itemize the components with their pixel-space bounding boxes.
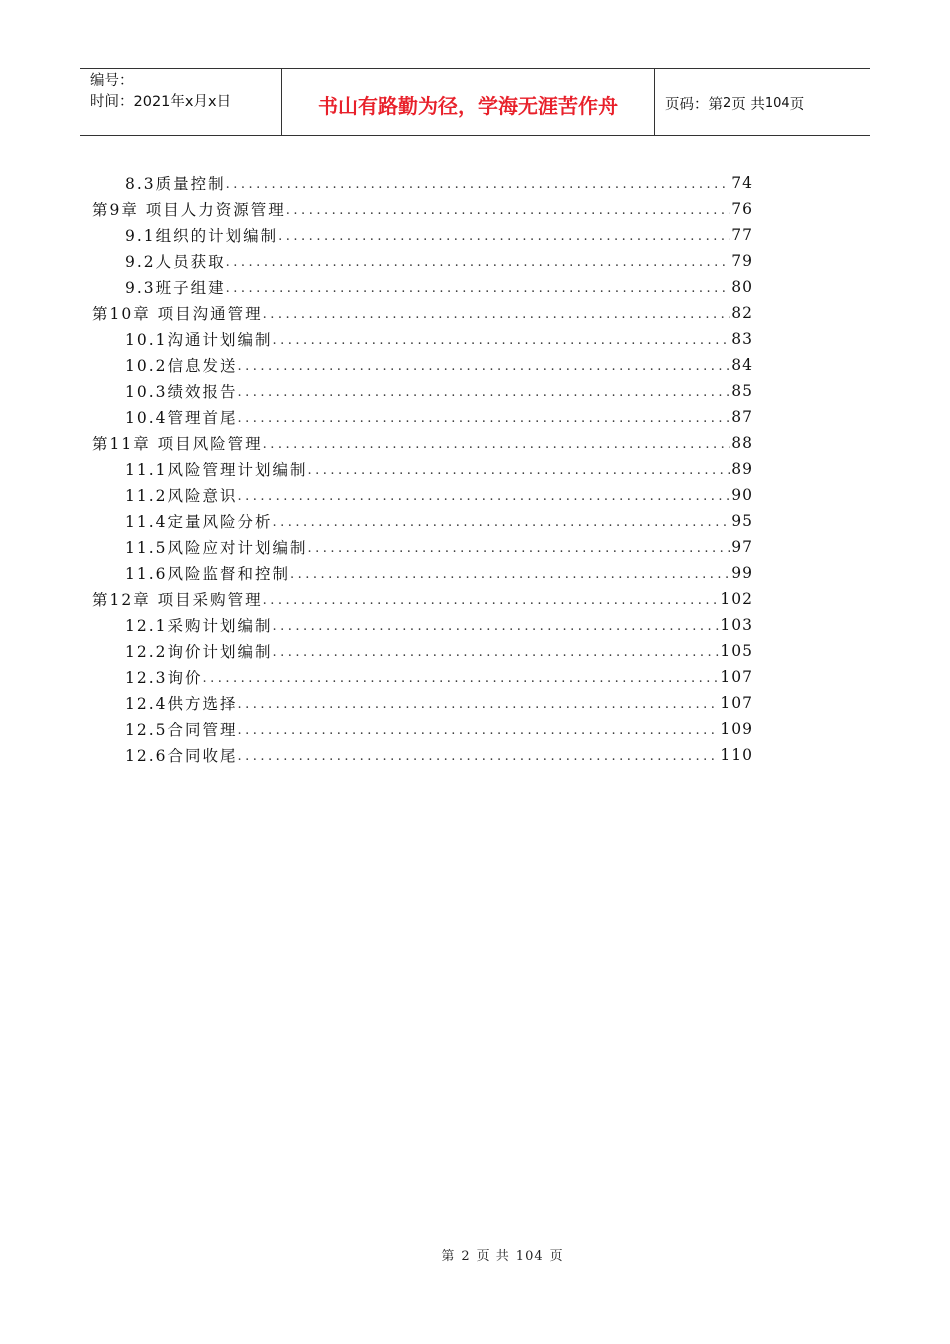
document-number-label: 编号：	[90, 73, 134, 89]
toc-dot-leader	[263, 304, 731, 322]
toc-entry[interactable]	[92, 742, 753, 768]
toc-entry-title: 11.5风险应对计划编制	[125, 539, 308, 557]
header-page-info	[655, 69, 870, 135]
footer-page-current: 2	[461, 1249, 471, 1264]
header-page-prefix: 页码：第	[665, 96, 723, 113]
toc-entry-title: 12.5合同管理	[125, 721, 238, 739]
toc-entry-title: 10.3绩效报告	[125, 383, 238, 401]
toc-entry[interactable]	[92, 716, 753, 742]
toc-dot-leader	[226, 174, 731, 192]
footer-mid: 页 共	[476, 1249, 510, 1264]
header-meta	[80, 69, 282, 135]
toc-entry-page: 85	[731, 382, 753, 400]
toc-entry[interactable]	[92, 170, 753, 196]
toc-entry[interactable]	[92, 560, 753, 586]
toc-entry-page: 74	[731, 174, 753, 192]
toc-entry[interactable]	[92, 430, 753, 456]
page-footer	[0, 1245, 950, 1264]
toc-dot-leader	[273, 616, 720, 634]
toc-entry-page: 107	[720, 668, 753, 686]
toc-entry-page: 84	[731, 356, 753, 374]
footer-page-total: 104	[515, 1249, 544, 1264]
toc-entry-title: 10.4管理首尾	[125, 409, 238, 427]
header-page-mid: 页 共	[731, 96, 765, 113]
toc-entry-page: 97	[731, 538, 753, 556]
toc-entry[interactable]	[92, 222, 753, 248]
toc-entry-page: 83	[731, 330, 753, 348]
toc-entry-title: 11.2风险意识	[125, 487, 238, 505]
toc-entry-title: 11.4定量风险分析	[125, 513, 273, 531]
toc-entry-page: 110	[720, 746, 753, 764]
toc-entry[interactable]	[92, 404, 753, 430]
toc-entry[interactable]	[92, 274, 753, 300]
footer-suffix: 页	[549, 1249, 564, 1264]
toc-dot-leader	[238, 408, 731, 426]
document-date-label: 时间：2021年x月x日	[90, 94, 232, 110]
toc-entry-page: 80	[731, 278, 753, 296]
toc-entry-title: 9.3班子组建	[125, 279, 226, 297]
toc-dot-leader	[238, 356, 731, 374]
toc-entry[interactable]	[92, 586, 753, 612]
toc-entry-page: 99	[731, 564, 753, 582]
toc-dot-leader	[238, 694, 720, 712]
toc-entry-page: 90	[731, 486, 753, 504]
toc-entry[interactable]	[92, 378, 753, 404]
toc-entry-page: 87	[731, 408, 753, 426]
toc-dot-leader	[273, 330, 731, 348]
toc-entry-page: 76	[731, 200, 753, 218]
toc-entry[interactable]	[92, 300, 753, 326]
toc-entry[interactable]	[92, 326, 753, 352]
toc-entry-page: 82	[731, 304, 753, 322]
toc-entry-title: 12.4供方选择	[125, 695, 238, 713]
toc-dot-leader	[290, 564, 730, 582]
toc-entry[interactable]	[92, 482, 753, 508]
toc-entry[interactable]	[92, 196, 753, 222]
toc-entry-title: 第12章 项目采购管理	[92, 591, 263, 609]
toc-dot-leader	[226, 278, 731, 296]
toc-dot-leader	[263, 590, 720, 608]
toc-entry-page: 109	[720, 720, 753, 738]
toc-entry-title: 9.1组织的计划编制	[125, 227, 279, 245]
toc-entry[interactable]	[92, 508, 753, 534]
toc-entry-page: 103	[720, 616, 753, 634]
toc-dot-leader	[238, 720, 720, 738]
toc-dot-leader	[308, 538, 731, 556]
toc-dot-leader	[203, 668, 720, 686]
toc-entry-title: 12.6合同收尾	[125, 747, 238, 765]
toc-entry-title: 12.1采购计划编制	[125, 617, 273, 635]
toc-entry[interactable]	[92, 638, 753, 664]
toc-entry[interactable]	[92, 664, 753, 690]
toc-entry-title: 11.1风险管理计划编制	[125, 461, 308, 479]
toc-entry-title: 第11章 项目风险管理	[92, 435, 263, 453]
toc-entry-page: 79	[731, 252, 753, 270]
header-page-current: 2	[723, 95, 732, 111]
footer-prefix: 第	[441, 1249, 456, 1264]
toc-entry[interactable]	[92, 352, 753, 378]
toc-entry-title: 10.2信息发送	[125, 357, 238, 375]
header-page-suffix: 页	[789, 96, 805, 113]
toc-dot-leader	[226, 252, 731, 270]
page-header	[80, 68, 870, 136]
toc-entry[interactable]	[92, 534, 753, 560]
toc-dot-leader	[278, 226, 730, 244]
toc-entry-title: 8.3质量控制	[125, 175, 226, 193]
toc-entry-page: 105	[720, 642, 753, 660]
toc-entry-page: 102	[720, 590, 753, 608]
toc-dot-leader	[238, 382, 731, 400]
toc-entry-title: 11.6风险监督和控制	[125, 565, 291, 583]
toc-entry[interactable]	[92, 612, 753, 638]
toc-entry-page: 107	[720, 694, 753, 712]
toc-dot-leader	[238, 486, 731, 504]
toc-entry-title: 10.1沟通计划编制	[125, 331, 273, 349]
toc-dot-leader	[263, 434, 731, 452]
toc-dot-leader	[238, 746, 720, 764]
toc-entry-page: 88	[731, 434, 753, 452]
toc-entry[interactable]	[92, 690, 753, 716]
header-page-total: 104	[764, 95, 790, 111]
toc-entry-title: 12.3询价	[125, 669, 203, 687]
toc-entry[interactable]	[92, 456, 753, 482]
toc-entry-title: 9.2人员获取	[125, 253, 226, 271]
toc-entry-page: 95	[731, 512, 753, 530]
toc-entry[interactable]	[92, 248, 753, 274]
toc-dot-leader	[273, 512, 731, 530]
toc-entry-page: 77	[731, 226, 753, 244]
toc-entry-title: 第10章 项目沟通管理	[92, 305, 263, 323]
toc-dot-leader	[308, 460, 731, 478]
header-motto: 书山有路勤为径，学海无涯苦作舟	[282, 69, 655, 135]
toc-entry-title: 第9章 项目人力资源管理	[92, 201, 286, 219]
toc-entry-page: 89	[731, 460, 753, 478]
toc-entry-title: 12.2询价计划编制	[125, 643, 273, 661]
toc-dot-leader	[286, 200, 730, 218]
table-of-contents	[92, 170, 753, 768]
toc-dot-leader	[273, 642, 720, 660]
